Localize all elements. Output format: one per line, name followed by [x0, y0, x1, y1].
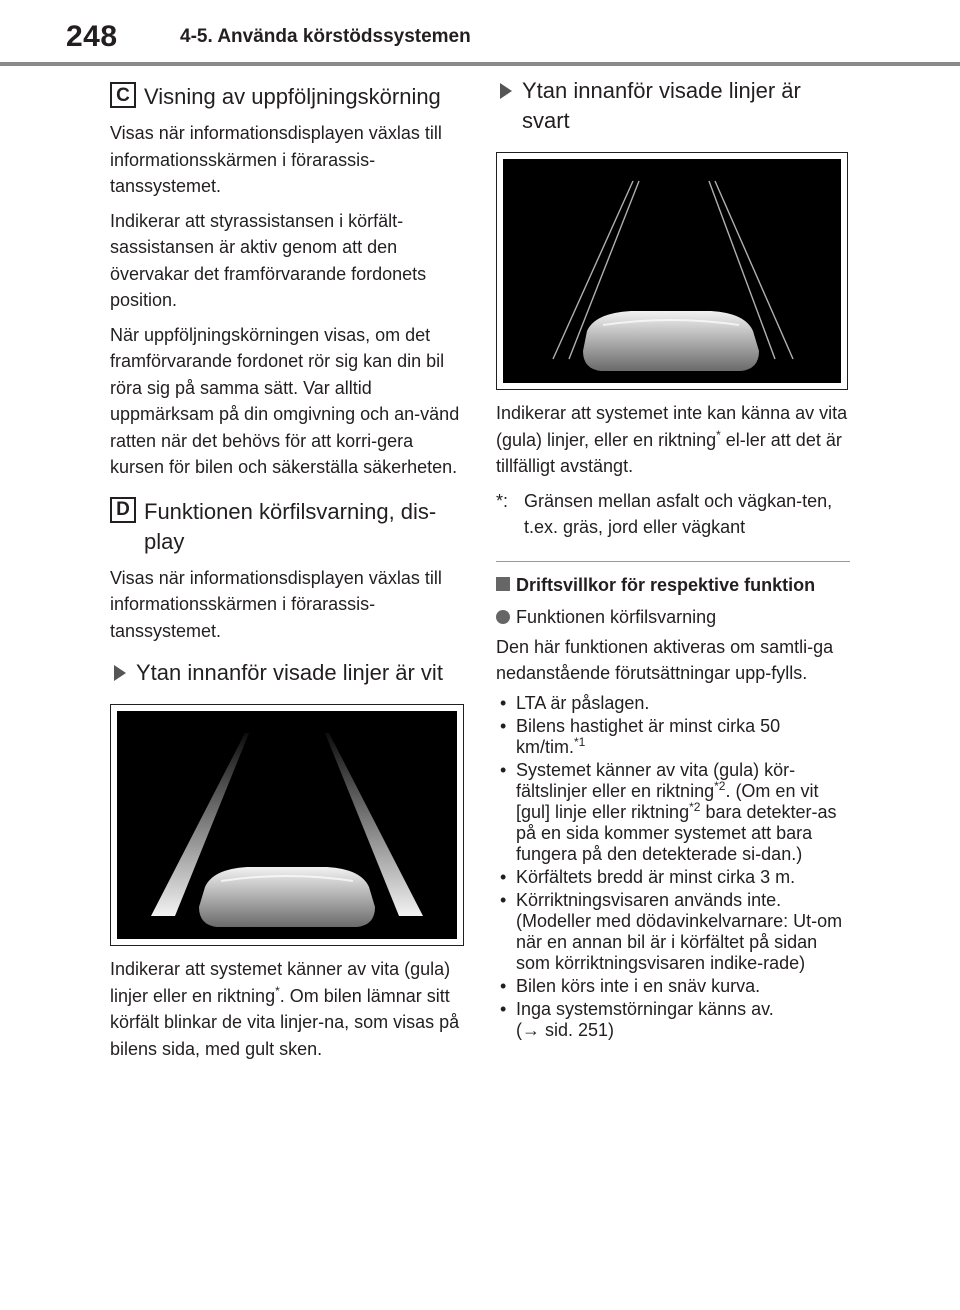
list-item: • LTA är påslagen.	[496, 693, 850, 714]
triangle-bullet-icon	[114, 665, 126, 681]
triangle-bullet-icon	[500, 83, 512, 99]
circle-bullet-icon	[496, 610, 510, 624]
footnote-mark: *:	[496, 490, 509, 511]
header-rule	[0, 62, 960, 66]
chapter-title: 4-5. Använda körstödssystemen	[180, 26, 471, 47]
conditions-heading	[496, 572, 850, 598]
section-letter-d: D	[110, 497, 136, 523]
white-lines-display-figure	[110, 704, 464, 946]
section-c-title: Visning av uppföljningskörning	[144, 84, 441, 109]
conditions-list	[496, 693, 850, 1041]
list-item: • Inga systemstörningar känns av. (→ sid. 251)	[496, 999, 850, 1041]
page-header	[0, 0, 960, 80]
section-c-paragraph-3: När uppföljningskörningen visas, om det framförvarande fordonet rör sig kan din bil röra sig på samma sätt. Var alltid uppmärksam på din omgivning och an-vänd ratten när det behövs för att korri-gera kursen för bilen och säkerställa säkerheten.	[110, 324, 460, 477]
black-lines-caption: Indikerar att systemet inte kan känna av vita (gula) linjer, eller en riktning* el-ler att det är tillfälligt avstängt.	[496, 403, 848, 476]
black-lines-heading-text: Ytan innanför visade linjer är svart	[522, 78, 801, 133]
square-bullet-icon	[496, 577, 510, 591]
page-number: 248	[66, 20, 118, 53]
list-item: • Systemet känner av vita (gula) kör-fältslinjer eller en riktning$^{*2}$. (Om en vit [gul] linje eller riktning$^{*2}$ bara detekter-as på en sida kommer systemet att bara fungera på den detekterade si-dan.)	[496, 760, 850, 865]
list-item: • Körfältets bredd är minst cirka 3 m.	[496, 867, 850, 888]
black-lines-heading	[496, 76, 850, 136]
display-screen	[503, 159, 841, 383]
section-d-title: Funktionen körfilsvarning, dis-play	[144, 498, 437, 554]
conditions-heading-text: Driftsvillkor för respektive funktion	[516, 574, 816, 595]
section-c-heading	[110, 82, 460, 112]
list-item: • Bilen körs inte i en snäv kurva.	[496, 976, 850, 997]
black-lines-display-figure	[496, 152, 848, 390]
page-reference-link[interactable]: (→ sid. 251)	[516, 1019, 615, 1040]
lane-warning-heading-text: Funktionen körfilsvarning	[516, 606, 717, 627]
white-lines-caption: Indikerar att systemet känner av vita (gula) linjer eller en riktning*. Om bilen lämnar sitt körfält blinkar de vita linjer-na, som visas på bilens sida, med gult sken.	[110, 959, 460, 1059]
left-column	[110, 76, 460, 1070]
section-d-paragraph-1: Visas när informationsdisplayen växlas till informationsskärmen i förarassis-tanssystemet.	[110, 567, 442, 641]
white-lines-heading-text: Ytan innanför visade linjer är vit	[136, 660, 443, 685]
white-lane-lines-illustration	[117, 711, 457, 939]
lane-warning-intro: Den här funktionen aktiveras om samtli-ga nedanstående förutsättningar upp-fylls.	[496, 636, 834, 683]
section-letter-c: C	[110, 82, 136, 108]
right-column	[496, 76, 850, 1043]
footnote	[496, 488, 850, 541]
section-c-paragraph-2: Indikerar att styrassistansen i körfält-sassistansen är aktiv genom att den övervakar det framförvarande fordonets position.	[110, 210, 427, 310]
list-item: • Körriktningsvisaren används inte. (Modeller med dödavinkelvarnare: Ut-om när en annan bil är i körfältet på sidan som körriktningsvisaren indike-rade)	[496, 890, 850, 974]
outlined-lane-lines-illustration	[503, 159, 841, 383]
footnote-text: Gränsen mellan asfalt och vägkan-ten, t.ex. gräs, jord eller vägkant	[524, 490, 833, 537]
list-item: • Bilens hastighet är minst cirka 50 km/tim.$^{*1}$	[496, 716, 850, 758]
white-lines-heading	[110, 658, 460, 688]
section-divider	[496, 561, 850, 562]
display-screen	[117, 711, 457, 939]
section-d-heading	[110, 497, 460, 557]
section-c-paragraph-1: Visas när informationsdisplayen växlas till informationsskärmen i förarassis-tanssystemet.	[110, 123, 442, 196]
lane-warning-heading	[496, 604, 850, 630]
